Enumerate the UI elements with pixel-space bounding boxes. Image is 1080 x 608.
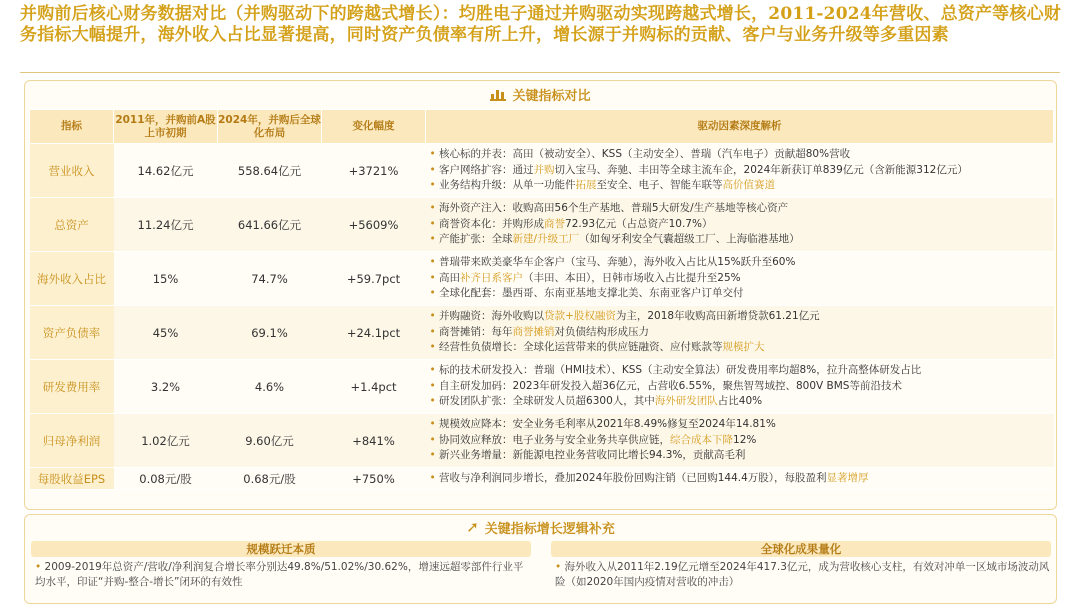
driver-item (430, 201, 1050, 217)
driver-text: 12% (733, 433, 757, 446)
driver-text: 全球化配套：墨西哥、东南亚基地支撑北美、东南亚客户订单交付 (439, 287, 744, 300)
driver-item (430, 147, 1050, 163)
metrics-table (29, 109, 1054, 490)
drivers-cell (426, 360, 1054, 414)
highlight-text: 商誉摊销 (512, 325, 555, 338)
metric-name: 研发费用率 (30, 360, 114, 414)
driver-item (430, 163, 1050, 179)
highlight-text: 商誉 (544, 217, 566, 230)
drivers-cell (426, 252, 1054, 306)
value-2024: 4.6% (218, 360, 322, 414)
value-2011: 0.08元/股 (114, 468, 218, 490)
value-2024: 558.64亿元 (218, 144, 322, 198)
driver-text: 规模效应降本：安全业务毛利率从2021年8.49%修复至2024年14.81% (439, 418, 776, 431)
driver-text: 营收与净利润同步增长，叠加2024年股份回购注销（已回购144.4万股），每股盈利 (439, 471, 827, 484)
driver-text: 核心标的并表：高田（被动安全）、KSS（主动安全）、普瑞（汽车电子）贡献超80%营收 (439, 148, 851, 161)
change-value: +1.4pct (322, 360, 426, 414)
driver-item (430, 178, 1050, 194)
drivers-cell (426, 414, 1054, 468)
change-value: +5609% (322, 198, 426, 252)
highlight-text: 贷款+股权融资 (544, 310, 616, 323)
driver-text: 标的技术研发投入：普瑞（HMI技术）、KSS（主动安全算法）研发费用率均超8%，拉升高整体研发占比 (439, 364, 922, 377)
bar-chart-icon (490, 87, 506, 101)
value-2024: 9.60亿元 (218, 414, 322, 468)
driver-item (430, 309, 1050, 325)
highlight-text: 高价值赛道 (722, 179, 776, 192)
table-row (30, 468, 1054, 490)
scale-leap-text: • 2009-2019年总资产/营收/净利润复合增长率分别达49.8%/51.02%/30.62%，增速远超零部件行业平均水平，印证“并购-整合-增长”闭环的有效性 (35, 561, 524, 588)
table-row (30, 360, 1054, 414)
upward-arrow-icon: ➚ (466, 518, 479, 536)
page-title: 并购前后核心财务数据对比（并购驱动下的跨越式增长）：均胜电子通过并购驱动实现跨越式增长，2011-2024年营收、总资产等核心财务指标大幅提升，海外收入占比显著提高，同时资产负债率有所上升，增长源于并购标的贡献、客户与业务升级等多重因素 (20, 4, 1061, 45)
driver-text: 业务结构升级：从单一功能件 (439, 179, 576, 192)
driver-text: 对负债结构形成压力 (554, 325, 650, 338)
table-row (30, 144, 1054, 198)
driver-text: 并购融资：海外收购以 (439, 310, 545, 323)
scale-leap-title: 规模跃迁本质 (31, 541, 531, 557)
panel-header (25, 81, 1056, 107)
value-2024: 641.66亿元 (218, 198, 322, 252)
metric-name: 每股收益EPS (30, 468, 114, 490)
drivers-cell (426, 144, 1054, 198)
globalization-title: 全球化成果量化 (551, 541, 1051, 557)
col-header-drivers: 驱动因素深度解析 (426, 110, 1054, 144)
driver-text: 切入宝马、奔驰、丰田等全球主流车企，2024年新获订单839亿元（含新能源312亿元） (554, 163, 968, 176)
value-2011: 15% (114, 252, 218, 306)
driver-text: 自主研发加码：2023年研发投入超36亿元，占营收6.55%，聚焦智驾域控、800V BMS等前沿技术 (439, 379, 902, 392)
title-divider (20, 72, 1060, 73)
driver-item (430, 363, 1050, 379)
value-2011: 1.02亿元 (114, 414, 218, 468)
value-2024: 74.7% (218, 252, 322, 306)
highlight-text: 并购 (533, 163, 555, 176)
highlight-text: 新建/升级工厂 (512, 233, 580, 246)
change-value: +3721% (322, 144, 426, 198)
value-2011: 11.24亿元 (114, 198, 218, 252)
driver-item (430, 448, 1050, 464)
driver-item (430, 232, 1050, 248)
col-header-change: 变化幅度 (322, 110, 426, 144)
globalization-text-content: 海外收入从2011年2.19亿元增至2024年417.3亿元，成为营收核心支柱，有效对冲单一区域市场波动风险（如2020年国内疫情对营收的冲击） (555, 561, 1050, 588)
driver-item (430, 379, 1050, 395)
drivers-cell (426, 468, 1054, 490)
driver-text: 占比40% (717, 395, 763, 408)
metric-name: 营业收入 (30, 144, 114, 198)
driver-item (430, 255, 1050, 271)
change-value: +24.1pct (322, 306, 426, 360)
panel2-title: 关键指标增长逻辑补充 (484, 521, 615, 537)
change-value: +841% (322, 414, 426, 468)
driver-text: 研发团队扩张：全球研发人员超6300人，其中 (439, 395, 655, 408)
value-2011: 3.2% (114, 360, 218, 414)
driver-text: 为主，2018年收购高田新增贷款61.21亿元 (615, 310, 820, 323)
driver-text: 普瑞带来欧美豪华车企客户（宝马、奔驰），海外收入占比从15%跃升至60% (439, 256, 796, 269)
driver-item (430, 217, 1050, 233)
driver-text: （如匈牙利安全气囊超级工厂、上海临港基地） (579, 233, 800, 246)
table-header-row (30, 110, 1054, 144)
driver-text: 商誉摊销：每年 (439, 325, 513, 338)
drivers-cell (426, 306, 1054, 360)
highlight-text: 补齐日系客户 (460, 271, 524, 284)
metric-name: 海外收入占比 (30, 252, 114, 306)
scale-leap-text-content: 2009-2019年总资产/营收/净利润复合增长率分别达49.8%/51.02%/30.62%，增速远超零部件行业平均水平，印证“并购-整合-增长”闭环的有效性 (35, 561, 524, 588)
driver-text: 商誉资本化：并购形成 (439, 217, 545, 230)
col-header-metric: 指标 (30, 110, 114, 144)
change-value: +750% (322, 468, 426, 490)
driver-text: 新兴业务增量：新能源电控业务营收同比增长94.3%，贡献高毛利 (439, 449, 746, 462)
value-2011: 45% (114, 306, 218, 360)
metric-name: 总资产 (30, 198, 114, 252)
driver-text: （丰田、本田），日韩市场收入占比提升至25% (523, 271, 741, 284)
highlight-text: 海外研发团队 (654, 395, 718, 408)
highlight-text: 综合成本下降 (670, 433, 734, 446)
change-value: +59.7pct (322, 252, 426, 306)
driver-text: 高田 (439, 271, 461, 284)
globalization-text: • 海外收入从2011年2.19亿元增至2024年417.3亿元，成为营收核心支柱，有效对冲单一区域市场波动风险（如2020年国内疫情对营收的冲击） (555, 561, 1050, 588)
scale-leap-card (31, 541, 531, 603)
table-row (30, 252, 1054, 306)
value-2024: 0.68元/股 (218, 468, 322, 490)
driver-item (430, 471, 1050, 487)
col-header-2011: 2011年，并购前A股上市初期 (114, 110, 218, 144)
panel-title: 关键指标对比 (512, 88, 591, 104)
driver-item (430, 394, 1050, 410)
metric-name: 资产负债率 (30, 306, 114, 360)
metrics-table-body (30, 144, 1054, 490)
table-row (30, 306, 1054, 360)
driver-item (430, 433, 1050, 449)
table-row (30, 414, 1054, 468)
driver-item (430, 325, 1050, 341)
col-header-2024: 2024年，并购后全球化布局 (218, 110, 322, 144)
panel2-header (25, 516, 1056, 538)
driver-text: 产能扩张：全球 (439, 233, 513, 246)
driver-item (430, 417, 1050, 433)
driver-text: 协同效应释放：电子业务与安全业务共享供应链， (439, 433, 671, 446)
highlight-text: 规模扩大 (722, 341, 765, 354)
table-row (30, 198, 1054, 252)
globalization-card (551, 541, 1051, 603)
highlight-text: 显著增厚 (826, 471, 869, 484)
key-metrics-panel (24, 80, 1057, 510)
growth-logic-panel (24, 514, 1057, 604)
highlight-text: 拓展 (575, 179, 597, 192)
driver-item (430, 340, 1050, 356)
driver-text: 72.93亿元（占总资产10.7%） (565, 217, 713, 230)
driver-text: 至安全、电子、智能车联等 (596, 179, 723, 192)
metric-name: 归母净利润 (30, 414, 114, 468)
driver-item (430, 286, 1050, 302)
value-2024: 69.1% (218, 306, 322, 360)
driver-item (430, 271, 1050, 287)
drivers-cell (426, 198, 1054, 252)
driver-text: 经营性负债增长：全球化运营带来的供应链融资、应付账款等 (439, 341, 723, 354)
value-2011: 14.62亿元 (114, 144, 218, 198)
driver-text: 海外资产注入：收购高田56个生产基地、普瑞5大研发/生产基地等核心资产 (439, 202, 789, 215)
driver-text: 客户网络扩容：通过 (439, 163, 534, 176)
